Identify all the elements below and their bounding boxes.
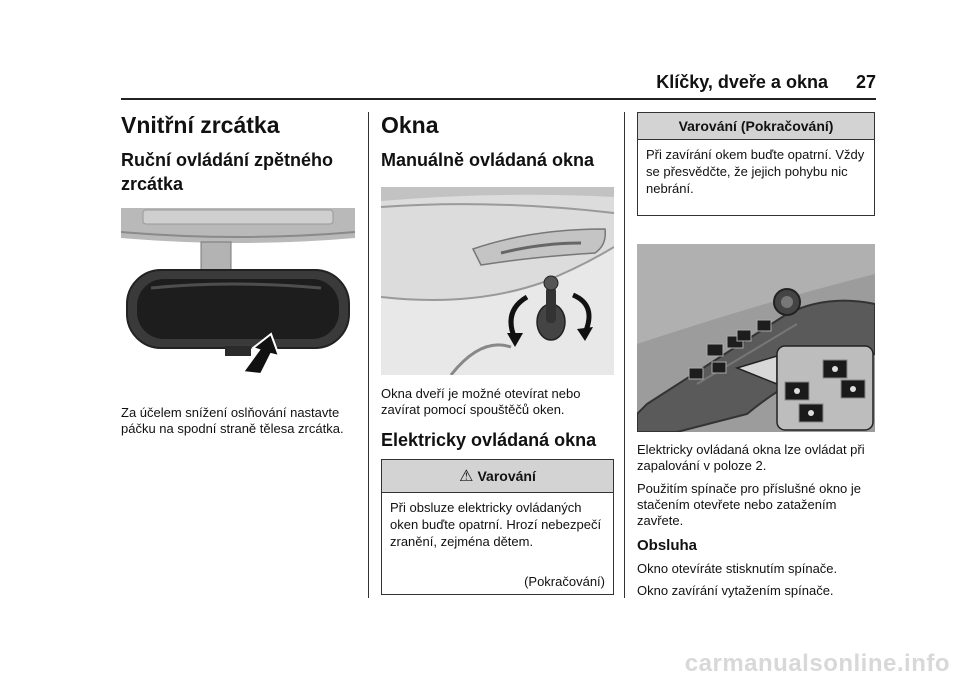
- window-switch-illustration: [637, 244, 875, 432]
- rearview-mirror-illustration: [121, 208, 355, 376]
- manual-windows-body-text: Okna dveří je možné otevírat nebo zavírat pomocí spouštěčů oken.: [381, 386, 581, 417]
- running-header: [560, 72, 876, 93]
- warning-continued-box: [637, 112, 875, 216]
- mirror-body-text: Za účelem snížení oslňování nastavte páčku na spodní straně tělesa zrcátka.: [121, 405, 344, 436]
- header-rule: [121, 98, 876, 100]
- electric-windows-heading: Elektricky ovládaná okna: [381, 430, 597, 450]
- column-divider-2: [624, 112, 625, 598]
- section-title: Klíčky, dveře a okna: [656, 72, 828, 92]
- manual-window-crank-illustration: [381, 187, 614, 375]
- column-divider-1: [368, 112, 369, 598]
- electric-windows-body-1: Elektricky ovládaná okna lze ovládat při zapalování v poloze 2.: [637, 442, 865, 473]
- operation-heading: Obsluha: [637, 537, 698, 554]
- warning-continued: (Pokračování): [524, 574, 605, 589]
- manual-windows-heading: Manuálně ovládaná okna: [381, 150, 595, 170]
- warning-body: Při obsluze elektricky ovládaných oken buďte opatrní. Hrozí nebezpečí zranění, zejména dětem.: [390, 500, 602, 549]
- operation-close-text: Okno zavírání vytažením spínače.: [637, 583, 834, 598]
- warning-header: [382, 460, 613, 493]
- warning-continued-body: Při zavírání okem buďte opatrní. Vždy se přesvědčte, že jejich pohybu nic nebrání.: [646, 147, 865, 196]
- page-number: 27: [855, 72, 876, 92]
- operation-open-text: Okno otevíráte stisknutím spínače.: [637, 561, 838, 576]
- manual-mirror-heading: Ruční ovládání zpětného zrcátka: [121, 150, 334, 194]
- watermark: carmanualsonline.info: [684, 650, 950, 677]
- warning-triangle-icon: ⚠: [459, 468, 474, 485]
- electric-windows-body-2: Použitím spínače pro příslušné okno je stačením otevřete nebo zatažením zavřete.: [637, 481, 862, 528]
- warning-box: [381, 459, 614, 595]
- mirrors-heading: Vnitřní zrcátka: [121, 112, 280, 138]
- windows-heading: Okna: [381, 112, 439, 138]
- warning-title: Varování: [477, 468, 536, 484]
- warning-continued-header: Varování (Pokračování): [638, 113, 874, 140]
